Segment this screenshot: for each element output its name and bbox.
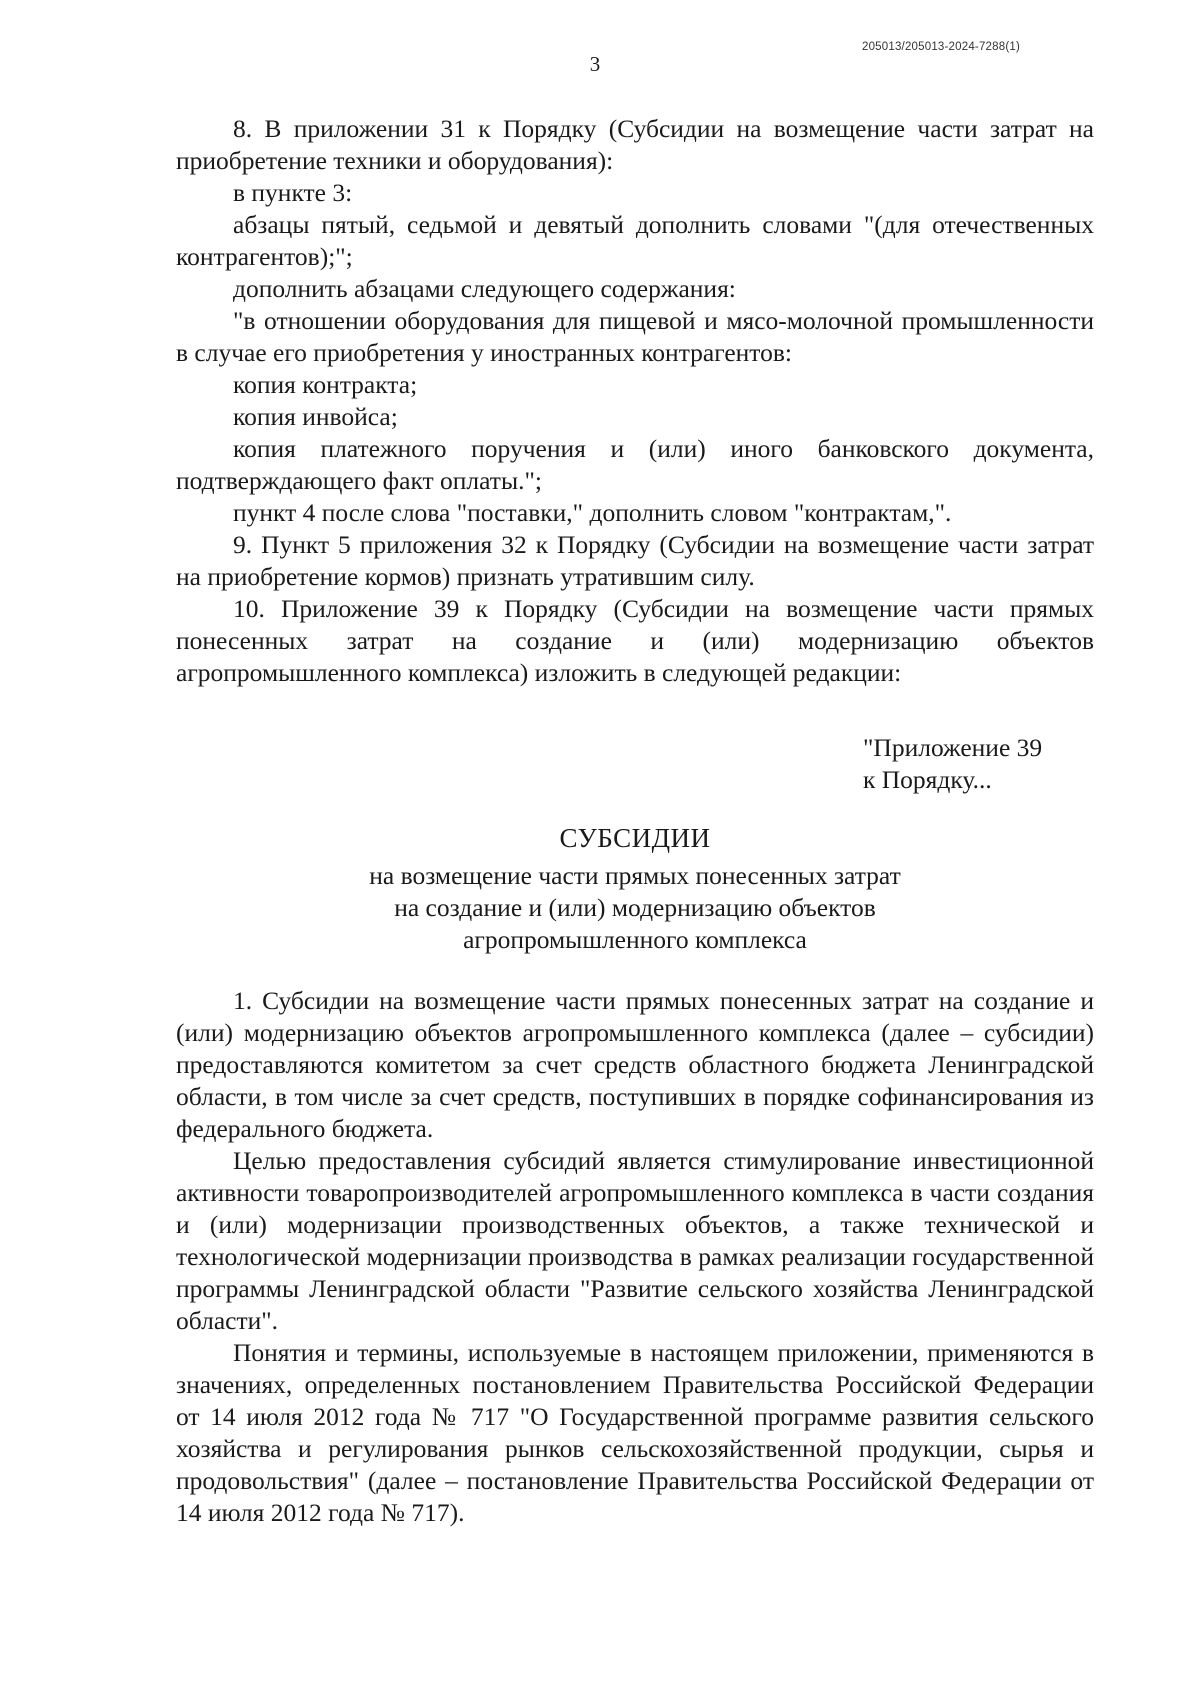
paragraph-point-4: пункт 4 после слова "поставки," дополнить словом "контрактам,". (233, 498, 952, 527)
paragraph-goal: Целью предоставления субсидий является стимулирование инвестиционной активности товаропроизводителей агропромышленного комплекса в части создания и (или) модернизации производственных объектов, а также технической и технологической модернизации производства в рамках реализации государственной программы Ленинградской области "Развитие сельского хозяйства Ленинградской области". (176, 1146, 1094, 1335)
paragraph-item-9: 9. Пункт 5 приложения 32 к Порядку (Субсидии на возмещение части затрат на приобретение кормов) признать утратившим силу. (176, 530, 1094, 591)
paragraph-item-10: 10. Приложение 39 к Порядку (Субсидии на возмещение части прямых понесенных затрат на создание и (или) модернизацию объектов агропромышленного комплекса) изложить в следующей редакции: (176, 594, 1094, 687)
paragraph-terms: Понятия и термины, используемые в настоящем приложении, применяются в значениях, определенных постановлением Правительства Российской Федерации от 14 июля 2012 года № 717 "О Государственной программе развития сельского хозяйства и регулирования рынков сельскохозяйственной продукции, сырья и продовольствия" (далее – постановление Правительства Российской Федерации от 14 июля 2012 года № 717). (176, 1338, 1094, 1527)
paragraph-equipment: "в отношении оборудования для пищевой и мясо-молочной промышленности в случае его приобретения у иностранных контрагентов: (176, 306, 1094, 367)
appendix-ref-line1: "Приложение 39 (863, 733, 1043, 762)
paragraph-invoice-copy: копия инвойса; (233, 402, 398, 431)
document-id: 205013/205013-2024-7288(1) (861, 41, 1020, 53)
heading-line2: на создание и (или) модернизацию объектов (394, 893, 876, 922)
heading-line3: агропромышленного комплекса (463, 925, 807, 954)
page-number: 3 (589, 52, 601, 76)
paragraph-rule-1: 1. Субсидии на возмещение части прямых понесенных затрат на создание и (или) модернизацию объектов агропромышленного комплекса (далее – субсидии) предоставляются комитетом за счет средств областного бюджета Ленинградской области, в том числе за счет средств, поступивших в порядке софинансирования из федерального бюджета. (176, 986, 1094, 1143)
paragraph-point-3: в пункте 3: (233, 178, 353, 207)
section-heading (176, 822, 1094, 956)
paragraph-contract-copy: копия контракта; (233, 370, 418, 399)
paragraph-dopolnit: дополнить абзацами следующего содержания: (233, 274, 736, 303)
heading-title: СУБСИДИИ (559, 823, 711, 853)
amendments-text (176, 113, 1094, 689)
paragraph-payment-copy: копия платежного поручения и (или) иного банковского документа, подтверждающего факт оплаты."; (176, 434, 1094, 495)
paragraph-item-8: 8. В приложении 31 к Порядку (Субсидии на возмещение части затрат на приобретение техники и оборудования): (176, 114, 1094, 175)
subsidy-rules-text (176, 985, 1094, 1529)
paragraph-abzacy: абзацы пятый, седьмой и девятый дополнить словами "(для отечественных контрагентов);"; (176, 210, 1094, 271)
appendix-ref-line2: к Порядку... (863, 765, 992, 794)
appendix-reference (863, 732, 1042, 796)
heading-line1: на возмещение части прямых понесенных затрат (369, 861, 901, 890)
